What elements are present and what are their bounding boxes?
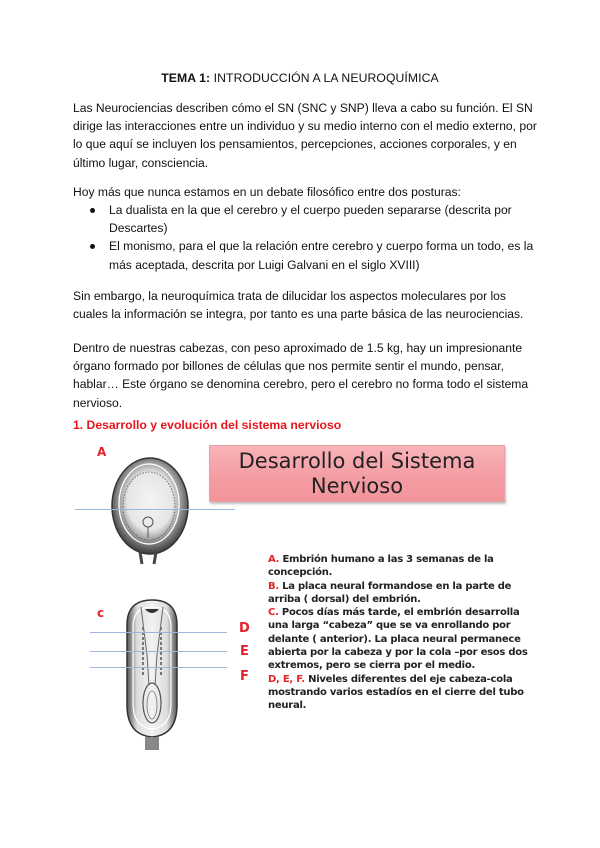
caption-text: Pocos días más tarde, el embrión desarrolla una larga “cabeza” que se va enrollando por delante ( anterior). La placa neural permanece abierta por la cabeza y por la cola –por esos dos extremos, pero se cierra por el medio. [268, 607, 528, 672]
label-f: F [240, 669, 249, 684]
title-rest: INTRODUCCIÓN A LA NEUROQUÍMICA [210, 71, 439, 85]
caption-item [268, 580, 528, 607]
label-d: D [239, 621, 250, 636]
caption-key: D, E, F. [268, 673, 305, 685]
guide-line-d [90, 632, 227, 633]
figure-caption [268, 553, 528, 713]
guide-line-e [90, 651, 227, 652]
caption-text: La placa neural formandose en la parte de arriba ( dorsal) del embrión. [268, 580, 512, 605]
paragraph-neurochemistry: Sin embargo, la neuroquímica trata de dilucidar los aspectos moleculares por los cuales la información se integra, por tanto es una parte básica de las neurociencias. [73, 289, 524, 322]
figure-banner [209, 445, 505, 502]
guide-line-b [75, 509, 235, 510]
list-item-text: El monismo, para el que la relación entre cerebro y cuerpo forma un todo, es la más aceptada, descrita por Luigi Galvani en el siglo XVIII) [109, 239, 534, 272]
label-a: A [97, 445, 107, 459]
guide-line-f [90, 667, 227, 668]
banner-line-2: Nervioso [310, 474, 404, 498]
document-title [0, 71, 600, 85]
paragraph-intro: Las Neurociencias describen cómo el SN (SNC y SNP) lleva a cabo su función. El SN dirige las interacciones entre un individuo y su medio interno con el medio externo, por lo que aquí se incluyen los pensamientos, percepciones, acciones corporales, y en último lugar, consciencia. [73, 101, 537, 170]
section-heading: 1. Desarrollo y evolución del sistema nervioso [73, 418, 342, 432]
caption-key: C. [268, 607, 279, 619]
banner-line-1: Desarrollo del Sistema [238, 449, 476, 473]
caption-key: B. [268, 580, 279, 592]
list-item-text: La dualista en la que el cerebro y el cuerpo pueden separarse (descrita por Descartes) [109, 203, 512, 236]
list-item [73, 201, 543, 237]
list-item [73, 237, 543, 273]
caption-item [268, 606, 528, 672]
caption-text: Embrión humano a las 3 semanas de la concepción. [268, 554, 494, 579]
embryo-a-illustration [100, 454, 200, 574]
caption-item [268, 553, 528, 580]
caption-text: Niveles diferentes del eje cabeza-cola mostrando varios estadíos en el cierre del tubo neural. [268, 673, 524, 712]
paragraph-debate: Hoy más que nunca estamos en un debate filosófico entre dos posturas: [73, 185, 461, 199]
embryo-c-illustration [117, 595, 187, 755]
caption-key: A. [268, 554, 280, 565]
postures-list [73, 201, 543, 274]
title-bold: TEMA 1: [161, 71, 211, 85]
label-e: E [240, 644, 249, 659]
bullet-icon [90, 244, 95, 249]
paragraph-brain: Dentro de nuestras cabezas, con peso aproximado de 1.5 kg, hay un impresionante órgano formado por billones de células que nos permite sentir el mundo, pensar, hablar… Este órgano se denomina cerebro, pero el cerebro no forma todo el sistema nervioso. [73, 341, 529, 410]
label-c: c [97, 606, 105, 620]
bullet-icon [90, 208, 95, 213]
caption-item [268, 673, 528, 713]
